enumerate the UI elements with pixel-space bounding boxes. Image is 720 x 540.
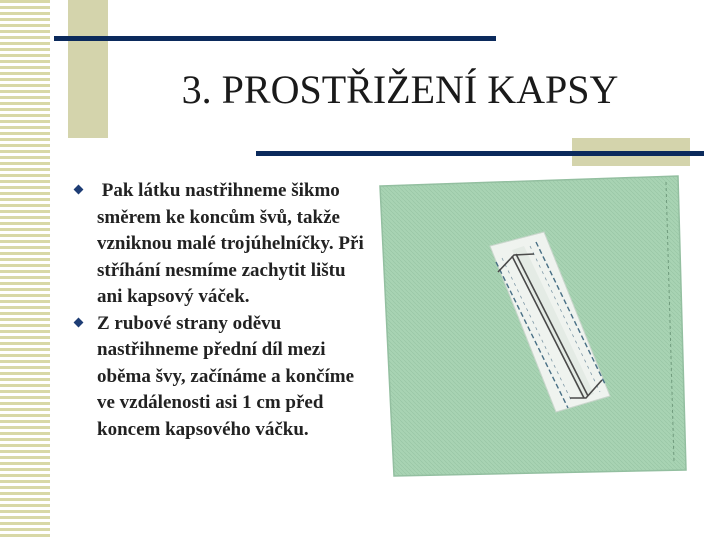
bullet-item (75, 178, 375, 311)
top-left-olive-block (68, 0, 108, 138)
fabric-pocket-cut-illustration (372, 172, 694, 480)
bullet-item (75, 311, 375, 444)
bullet-text: Z rubové strany oděvu nastřihneme přední díl mezi oběma švy, začínáme a končíme ve vzdálenosti asi 1 cm před koncem kapsového váčku. (97, 312, 355, 440)
slide-title: 3. PROSTŘIŽENÍ KAPSY (181, 67, 619, 112)
left-stripes-decoration (0, 0, 50, 540)
bullet-list (75, 178, 375, 443)
bottom-accent-bar (256, 151, 704, 156)
bullet-text: Pak látku nastřihneme šikmo směrem ke koncům švů, takže vzniknou malé trojúhelníčky. Při stříhání nesmíme zachytit lištu ani kapsový váček. (97, 180, 369, 307)
diamond-bullet-icon (74, 317, 84, 327)
top-accent-bar (54, 36, 496, 41)
diamond-bullet-icon (74, 185, 84, 195)
